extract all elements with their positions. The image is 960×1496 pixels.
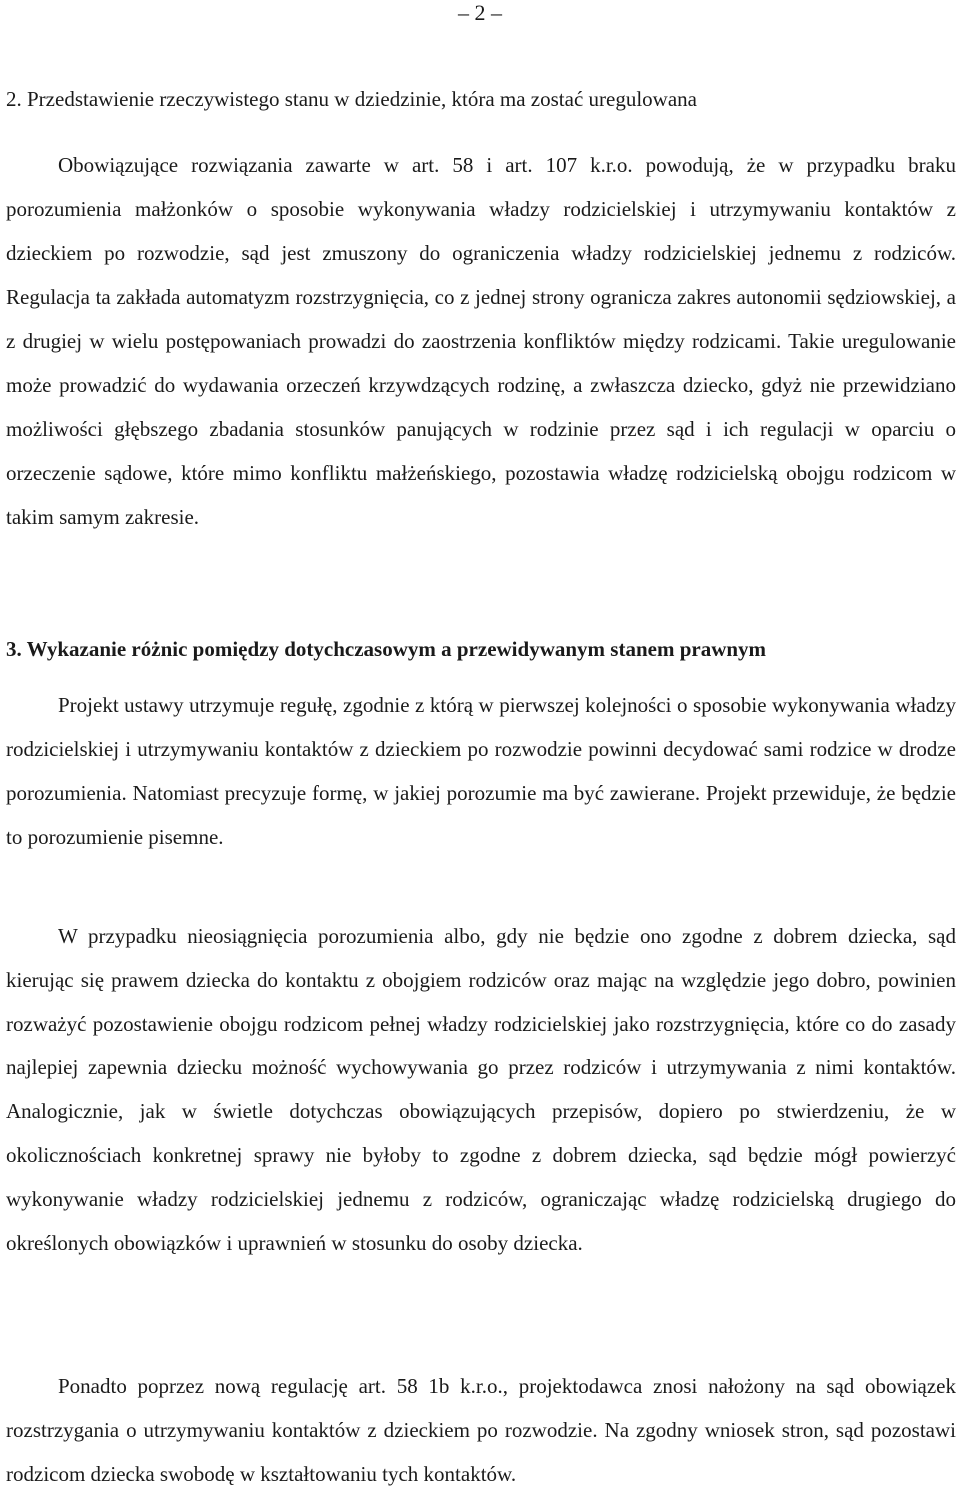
section-3-paragraph-3: Ponadto poprzez nową regulację art. 58 1b k.r.o., projektodawca znosi nałożony na sąd obowiązek rozstrzygania o utrzymywaniu kontaktów z dzieckiem po rozwodzie. Na zgodny wniosek stron, sąd pozostawi rodzicom dziecka swobodę w kształtowaniu tych kontaktów.	[6, 1374, 956, 1486]
section-2-paragraph: Obowiązujące rozwiązania zawarte w art. 58 i art. 107 k.r.o. powodują, że w przypadku braku porozumienia małżonków o sposobie wykonywania władzy rodzicielskiej i utrzymywaniu kontaktów z dzieckiem po rozwodzie, sąd jest zmuszony do ograniczenia władzy rodzicielskiej jednemu z rodziców. Regulacja ta zakłada automatyzm rozstrzygnięcia, co z jednej strony ogranicza zakres autonomii sędziowskiej, a z drugiej w wielu postępowaniach prowadzi do zaostrzenia konfliktów między rodzicami. Takie uregulowanie może prowadzić do wydawania orzeczeń krzywdzących rodzinę, a zwłaszcza dziecko, gdyż nie przewidziano możliwości głębszego zbadania stosunków panujących w rodzinie przez sąd i ich regulacji w oparciu o orzeczenie sądowe, które mimo konfliktu małżeńskiego, pozostawia władzę rodzicielską obojgu rodzicom w takim samym zakresie.	[6, 153, 956, 529]
section-3-paragraph-1: Projekt ustawy utrzymuje regułę, zgodnie z którą w pierwszej kolejności o sposobie wykonywania władzy rodzicielskiej i utrzymywaniu kontaktów z dzieckiem po rozwodzie powinni decydować sami rodzice w drodze porozumienia. Natomiast precyzuje formę, w jakiej porozumie ma być zawierane. Projekt przewiduje, że będzie to porozumienie pisemne.	[6, 693, 956, 849]
section-2-heading: 2. Przedstawienie rzeczywistego stanu w dziedzinie, która ma zostać uregulowana	[6, 87, 697, 111]
page-number: – 2 –	[458, 0, 502, 25]
section-3-paragraph-2: W przypadku nieosiągnięcia porozumienia albo, gdy nie będzie ono zgodne z dobrem dziecka, sąd kierując się prawem dziecka do kontaktu z obojgiem rodziców oraz mając na względzie jego dobro, powinien rozważyć pozostawienie obojgu rodzicom pełnej władzy rodzicielskiej jako rozstrzygnięcia, które co do zasady najlepiej zapewnia dziecku możność wychowywania go przez rodziców i utrzymywania z nimi kontaktów. Analogicznie, jak w świetle dotychczas obowiązujących przepisów, dopiero po stwierdzeniu, że w okolicznościach konkretnej sprawy nie byłoby to zgodne z dobrem dziecka, sąd będzie mógł powierzyć wykonywanie władzy rodzicielskiej jednemu z rodziców, ograniczając władzę rodzicielską drugiego do określonych obowiązków i uprawnień w stosunku do osoby dziecka.	[6, 924, 956, 1255]
section-3-heading: 3. Wykazanie różnic pomiędzy dotychczasowym a przewidywanym stanem prawnym	[6, 637, 767, 661]
